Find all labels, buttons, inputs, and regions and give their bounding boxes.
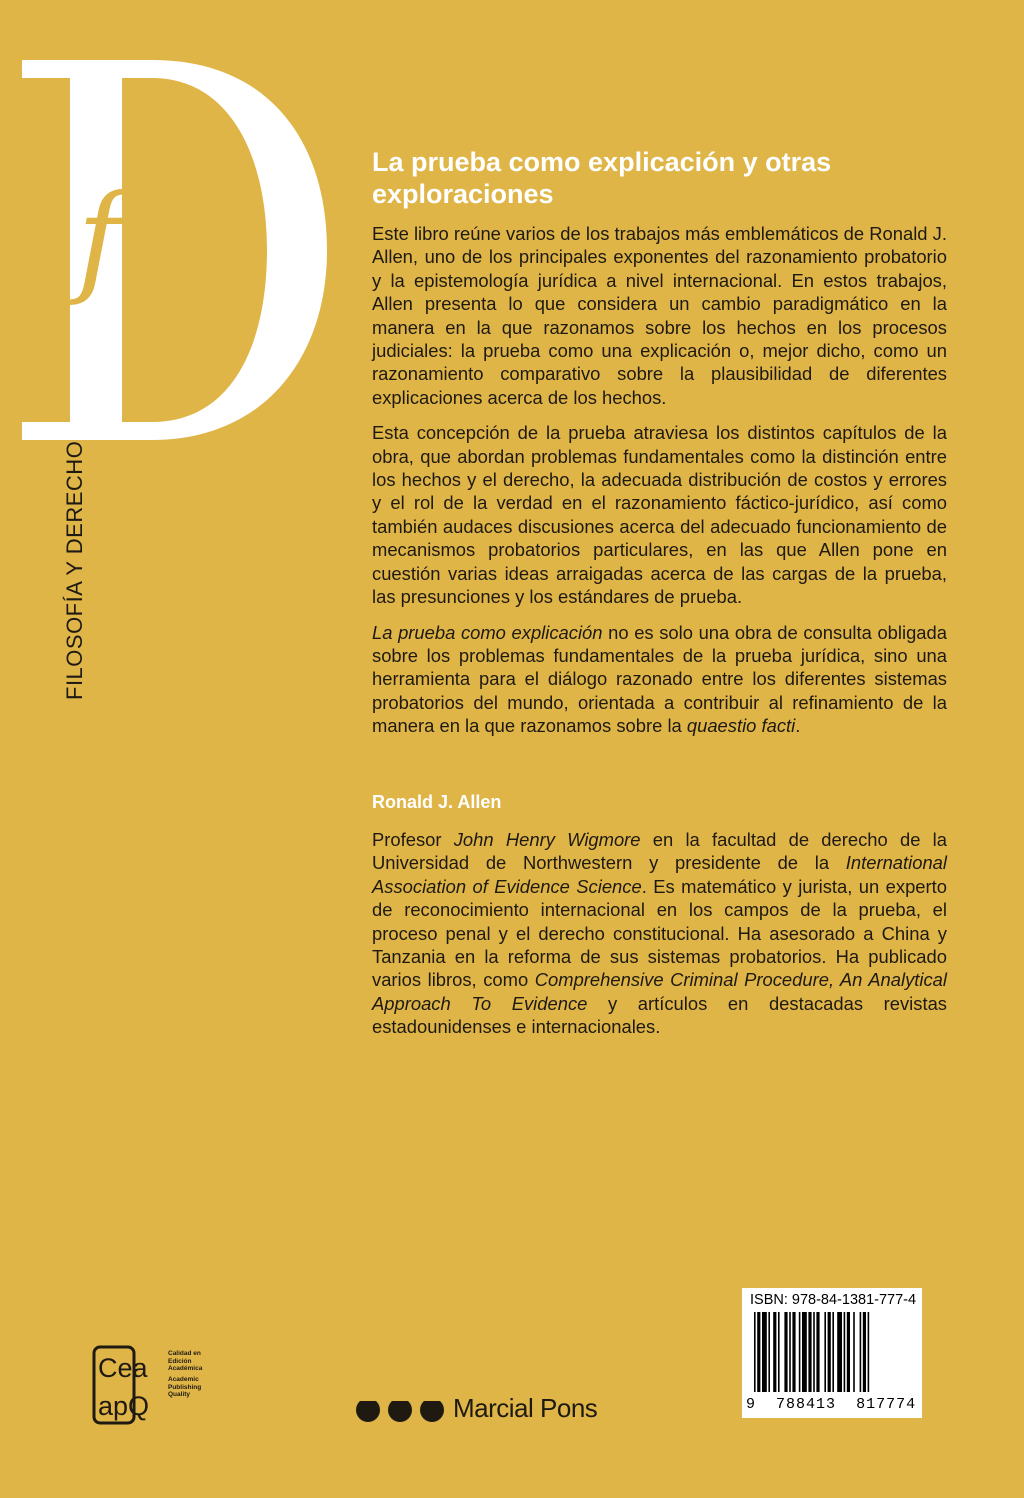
barcode-bar (778, 1312, 780, 1392)
book-title: La prueba como explicación y otras exploraciones (372, 147, 832, 209)
barcode-bar (762, 1312, 767, 1392)
bio-italic-2: International Association of Evidence Science (372, 852, 947, 897)
bio-text-4: y artículos en destacadas revistas estadounidenses e internacionales. (372, 992, 947, 1038)
bio-italic-3: Comprehensive Criminal Procedure, An Analytical Approach To Evidence (372, 969, 947, 1014)
bio-text-2: en la facultad de derecho de la Universidad de Northwestern y presidente de la (372, 829, 947, 874)
ceapq-line: Edición (168, 1357, 192, 1365)
barcode-bar (799, 1312, 801, 1392)
ceapq-line: Quality (168, 1391, 191, 1398)
barcode-bar (868, 1312, 870, 1392)
ceapq-line: Academic (168, 1376, 199, 1383)
author-name: Ronald J. Allen (372, 792, 502, 812)
ceapq-caption-es (168, 1350, 202, 1373)
ceapq-logo (92, 1345, 167, 1425)
publisher-emblem-icon (355, 1393, 451, 1427)
barcode-bar (863, 1312, 866, 1392)
barcode-digit-group-2: 817774 (856, 1396, 917, 1413)
barcode-digit-group-1: 788413 (776, 1396, 837, 1413)
logo-f-letter: f (77, 170, 122, 309)
italic-book-title: La prueba como explicación (372, 621, 603, 643)
barcode-icon (750, 1312, 914, 1402)
barcode-bar (773, 1312, 776, 1392)
p3-end: . (795, 715, 801, 737)
barcode-bar (824, 1312, 826, 1392)
barcode-bar (844, 1312, 846, 1392)
series-logo (22, 60, 342, 440)
barcode-bar (832, 1312, 834, 1392)
barcode-bar (813, 1312, 815, 1392)
ceapq-caption-en (168, 1376, 201, 1399)
series-title: FILOSOFÍA Y DERECHO (62, 440, 87, 700)
ceapq-bottom: apQ (98, 1391, 150, 1421)
p3-text: no es solo una obra de consulta obligada sobre los problemas fundamentales de la prueba jurídica, sino una herramienta para el diálogo razonado entre los diferentes sistemas probatorios del mundo, orientada a contribuir al refinamiento de la manera en la que razonamos sobre la (372, 621, 947, 737)
bio-text-3: . Es matemático y jurista, un experto de reconocimiento internacional en los campos de la prueba, el proceso penal y el derecho constitucional. Ha asesorado a China y Tanzania en la reforma de sus sistemas probatorios. Ha publicado varios libros, como (372, 875, 947, 991)
book-description (372, 222, 947, 750)
barcode-bar (853, 1312, 855, 1392)
ceapq-line: Publishing (168, 1383, 202, 1391)
isbn-label: ISBN: 978-84-1381-777-4 (750, 1292, 917, 1308)
isbn-barcode-box (742, 1288, 922, 1418)
barcode-bar (792, 1312, 795, 1392)
paragraph-3 (372, 621, 947, 738)
barcode-bar (828, 1312, 831, 1392)
barcode-bar (847, 1312, 850, 1392)
barcode-bar (860, 1312, 862, 1392)
barcode-bar (837, 1312, 842, 1392)
ceapq-line: Académica (168, 1365, 203, 1372)
paragraph-1: Este libro reúne varios de los trabajos más emblemáticos de Ronald J. Allen, uno de los principales exponentes del razonamiento probatorio y la epistemología jurídica a nivel internacional. En estos trabajos, Allen presenta lo que considera un cambio paradigmático en la manera en la que razonamos sobre los hechos en los procesos judiciales: la prueba como una explicación o, mejor dicho, como un razonamiento comparativo sobre la plausibilidad de diferentes explicaciones acerca de los hechos. (372, 223, 947, 408)
barcode-bar (757, 1312, 760, 1392)
barcode-digit-first: 9 (746, 1396, 757, 1413)
barcode-bar (802, 1312, 807, 1392)
barcode-bar (808, 1312, 811, 1392)
paragraph-2: Esta concepción de la prueba atraviesa los distintos capítulos de la obra, que abordan problemas fundamentales como la distinción entre los hechos y el derecho, la adecuada distribución de costos y errores y el rol de la verdad en el razonamiento fáctico-jurídico, así como también audaces discusiones acerca del adecuado funcionamiento de mecanismos probatorios particulares, en las que Allen pone en cuestión varias ideas arraigadas acerca de las cargas de la prueba, las presunciones y los estándares de prueba. (372, 422, 947, 608)
bio-italic-1: John Henry Wigmore (453, 829, 641, 850)
barcode-bar (789, 1312, 791, 1392)
author-bio (372, 828, 947, 1051)
barcode-bar (768, 1312, 770, 1392)
italic-quaestio: quaestio facti (686, 715, 796, 737)
ceapq-line: Calidad en (168, 1350, 201, 1357)
barcode-digits (746, 1396, 918, 1413)
ceapq-top: Cea (98, 1353, 148, 1383)
barcode-bar (754, 1312, 756, 1392)
bio-paragraph (372, 828, 947, 1039)
bio-text-1: Profesor (372, 829, 454, 850)
publisher-name: Marcial Pons (453, 1393, 598, 1423)
barcode-bar (816, 1312, 819, 1392)
barcode-bar (784, 1312, 787, 1392)
